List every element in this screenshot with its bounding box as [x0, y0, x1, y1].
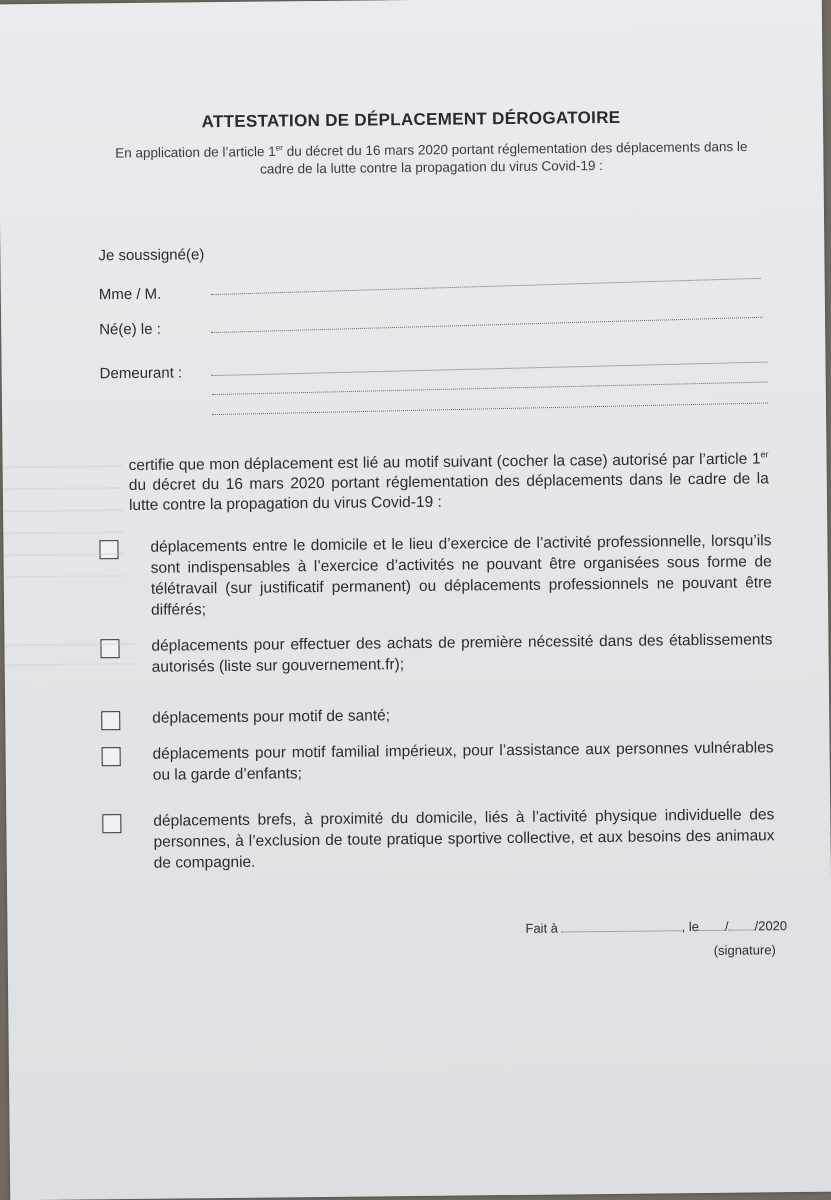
reason-text-health: déplacements pour motif de santé; — [152, 707, 391, 727]
birth-date-label: Né(e) le : — [99, 320, 161, 339]
show-through-bleed-2 — [4, 643, 134, 684]
place-field[interactable] — [562, 920, 682, 932]
reason-checkbox-exercise[interactable] — [102, 814, 121, 833]
month-field[interactable] — [728, 919, 754, 930]
signature-place-date — [525, 918, 787, 936]
day-field[interactable] — [699, 920, 725, 931]
address-field-line-2[interactable] — [212, 382, 768, 396]
certification-statement: certifie que mon déplacement est lié au motif suivant (cocher la case) autorisé par l’article 1er du décret du 16 mars 2020 portant réglementation des déplacements dans le cadre de la lutte contre la propagation du virus Covid-19 : — [128, 449, 769, 515]
date-slash: / — [724, 918, 729, 934]
reason-text-family: déplacements pour motif familial impérieux, pour l’assistance aux personnes vulnérables ou la garde d’enfants; — [152, 739, 774, 784]
reason-text-exercise: déplacements brefs, à proximité du domicile, liés à l’activité physique individuelle des personnes, à l’exclusion de toute pratique sportive collective, et aux besoins des animaux de compagnie. — [153, 806, 775, 872]
name-field[interactable] — [211, 278, 761, 295]
name-label: Mme / M. — [98, 285, 162, 304]
done-at-label: Fait à — [525, 920, 559, 936]
reason-item-family — [102, 737, 774, 786]
reason-text-shopping: déplacements pour effectuer des achats de première nécessité dans des établissements autorisés (liste sur gouvernement.fr); — [151, 631, 773, 676]
reason-item-work — [99, 530, 772, 621]
reason-item-exercise — [102, 804, 775, 874]
address-field-line-3[interactable] — [212, 402, 768, 415]
document-title: ATTESTATION DE DÉPLACEMENT DÉROGATOIRE — [201, 107, 621, 132]
year-label: /2020 — [754, 918, 788, 934]
address-field-line-1[interactable] — [212, 362, 768, 377]
reason-item-health — [101, 701, 773, 730]
undersigned-label: Je soussigné(e) — [98, 246, 205, 265]
show-through-bleed — [3, 465, 124, 586]
reason-item-shopping — [100, 629, 772, 678]
date-separator: , le — [681, 919, 700, 935]
signature-label: (signature) — [713, 942, 776, 958]
address-label: Demeurant : — [99, 364, 183, 383]
reason-checkbox-family[interactable] — [102, 747, 121, 766]
birth-date-field[interactable] — [211, 317, 763, 333]
reason-checkbox-health[interactable] — [101, 711, 120, 730]
document-subtitle: En application de l’article 1er du décret du 16 mars 2020 portant réglementation des déplacements dans le cadre de la lutte contre la propagation du virus Covid-19 : — [115, 139, 748, 177]
reason-text-work: déplacements entre le domicile et le lieu d’exercice de l’activité professionnelle, lorsqu’ils sont indispensables à l’exercice d’activités ne pouvant être organisées sous forme de télétravail (sur justificatif permanent) ou déplacements professionnels ne pouvant être différés; — [150, 532, 772, 619]
